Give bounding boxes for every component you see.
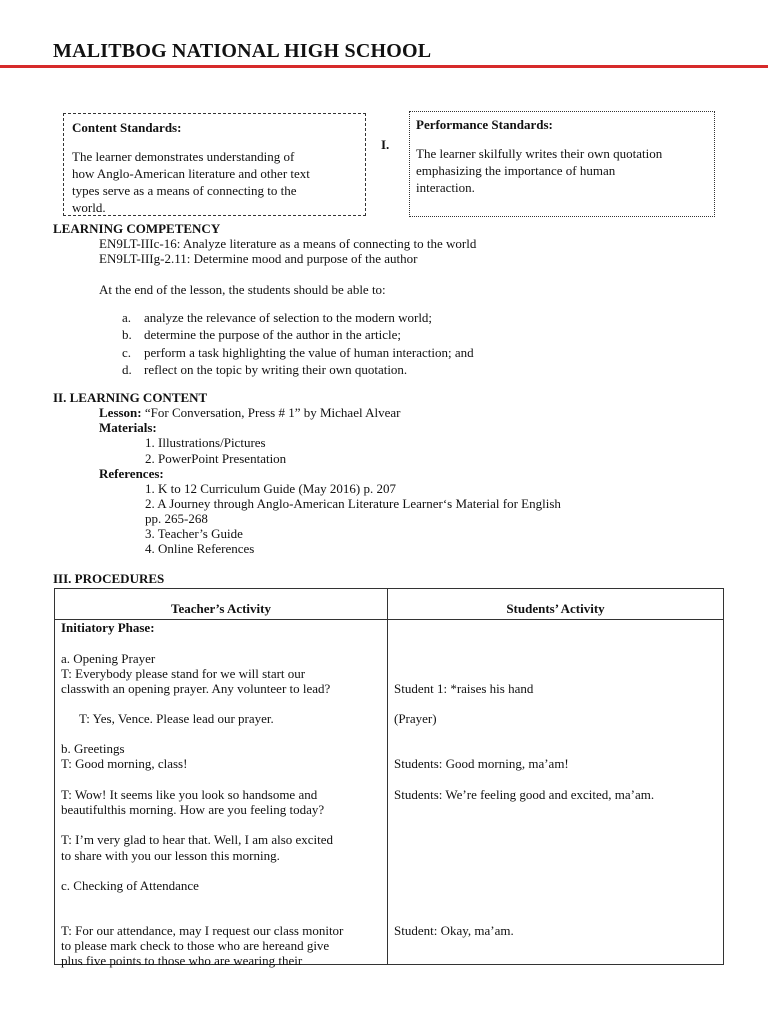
objective-text: perform a task highlighting the value of human interaction; and bbox=[144, 345, 474, 360]
material-item: 2. PowerPoint Presentation bbox=[145, 451, 287, 466]
teacher-line: c. Checking of Attendance bbox=[61, 878, 199, 893]
reference-item: 4. Online References bbox=[145, 541, 255, 556]
objective-text: reflect on the topic by writing their own quotation. bbox=[144, 362, 408, 377]
reference-item: 3. Teacher’s Guide bbox=[145, 526, 243, 541]
table-header-row bbox=[55, 589, 724, 620]
competency-code: EN9LT-IIIc-16: Analyze literature as a means of connecting to the world bbox=[99, 236, 477, 251]
objective-letter: a. bbox=[122, 310, 132, 325]
reference-item: 1. K to 12 Curriculum Guide (May 2016) p. 207 bbox=[145, 481, 396, 496]
teacher-line: b. Greetings bbox=[61, 741, 125, 756]
objectives-intro: At the end of the lesson, the students should be able to: bbox=[99, 282, 386, 297]
performance-standards-line: interaction. bbox=[416, 180, 475, 195]
section-one-numeral: I. bbox=[381, 137, 390, 152]
table-row bbox=[55, 620, 724, 965]
reference-item: 2. A Journey through Anglo-American Literature Learner‘s Material for English bbox=[145, 496, 561, 511]
student-line: Students: Good morning, ma’am! bbox=[394, 756, 569, 771]
teacher-line: T: For our attendance, may I request our class monitor bbox=[61, 923, 344, 938]
performance-standards-box bbox=[409, 111, 715, 217]
performance-standards-line: emphasizing the importance of human bbox=[416, 163, 616, 178]
objective-letter: b. bbox=[122, 327, 132, 342]
header-divider bbox=[0, 65, 768, 68]
references-label: References: bbox=[99, 466, 164, 481]
teacher-line: to please mark check to those who are hereand give bbox=[61, 938, 330, 953]
school-name: MALITBOG NATIONAL HIGH SCHOOL bbox=[53, 40, 432, 62]
teacher-line: T: I’m very glad to hear that. Well, I am also excited bbox=[61, 832, 334, 847]
content-standards-title: Content Standards: bbox=[72, 120, 182, 135]
procedures-table bbox=[54, 588, 724, 968]
content-standards-line: world. bbox=[72, 200, 106, 215]
student-line: Students: We’re feeling good and excited, ma’am. bbox=[394, 787, 655, 802]
student-line: (Prayer) bbox=[394, 711, 437, 726]
content-standards-line: how Anglo-American literature and other text bbox=[72, 166, 310, 181]
learning-content-heading: II. LEARNING CONTENT bbox=[53, 390, 208, 405]
teacher-line: T: Everybody please stand for we will start our bbox=[61, 666, 306, 681]
competency-code: EN9LT-IIIg-2.11: Determine mood and purpose of the author bbox=[99, 251, 418, 266]
teacher-line: T: Wow! It seems like you look so handsome and bbox=[61, 787, 318, 802]
teacher-line: a. Opening Prayer bbox=[61, 651, 156, 666]
objective-letter: d. bbox=[122, 362, 132, 377]
student-line: Student: Okay, ma’am. bbox=[394, 923, 514, 938]
content-standards-line: types serve as a means of connecting to the bbox=[72, 183, 297, 198]
lesson-title: “For Conversation, Press # 1” by Michael Alvear bbox=[144, 405, 401, 420]
teacher-line: T: Good morning, class! bbox=[61, 756, 188, 771]
material-item: 1. Illustrations/Pictures bbox=[145, 435, 266, 450]
teacher-line: beautifulthis morning. How are you feeling today? bbox=[61, 802, 325, 817]
teacher-line: T: Yes, Vence. Please lead our prayer. bbox=[79, 711, 274, 726]
content-standards-line: The learner demonstrates understanding of bbox=[72, 149, 295, 164]
students-activity-cell bbox=[388, 620, 724, 965]
performance-standards-line: The learner skilfully writes their own quotation bbox=[416, 146, 663, 161]
reference-item: pp. 265-268 bbox=[145, 511, 208, 526]
procedures-heading: III. PROCEDURES bbox=[53, 571, 165, 586]
teacher-activity-header: Teacher’s Activity bbox=[55, 589, 388, 620]
student-line: Student 1: *raises his hand bbox=[394, 681, 534, 696]
learning-competency-heading: LEARNING COMPETENCY bbox=[53, 221, 221, 236]
objective-text: analyze the relevance of selection to the modern world; bbox=[144, 310, 433, 325]
teacher-line: classwith an opening prayer. Any volunteer to lead? bbox=[61, 681, 331, 696]
materials-label: Materials: bbox=[99, 420, 157, 435]
teacher-line: plus five points to those who are wearing their bbox=[61, 953, 303, 968]
teacher-line: to share with you our lesson this morning. bbox=[61, 848, 280, 863]
lesson-line bbox=[99, 405, 401, 421]
phase-label: Initiatory Phase: bbox=[61, 620, 155, 635]
teacher-activity-cell bbox=[55, 620, 388, 968]
content-standards-box bbox=[63, 113, 366, 216]
lesson-label: Lesson: bbox=[99, 405, 142, 420]
performance-standards-title: Performance Standards: bbox=[416, 117, 553, 132]
students-activity-header: Students’ Activity bbox=[388, 589, 724, 620]
objective-text: determine the purpose of the author in the article; bbox=[144, 327, 402, 342]
objective-letter: c. bbox=[122, 345, 132, 360]
